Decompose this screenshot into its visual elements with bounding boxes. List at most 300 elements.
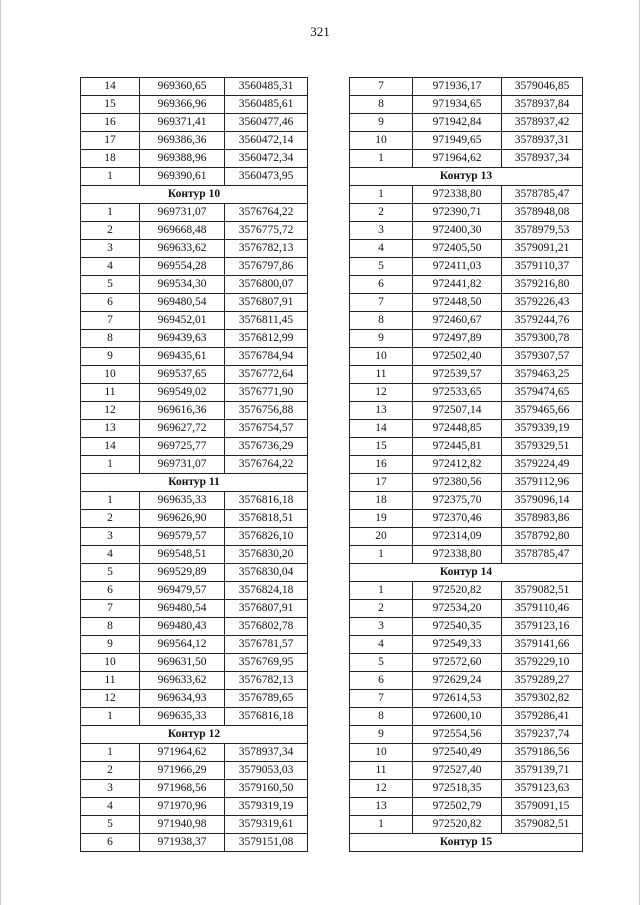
table-row <box>81 654 308 672</box>
y-coordinate: 3579226,43 <box>502 294 583 312</box>
table-row <box>81 690 308 708</box>
table-row <box>350 708 583 726</box>
point-number: 1 <box>350 816 413 834</box>
contour-heading: Контур 10 <box>81 186 308 204</box>
table-row <box>81 366 308 384</box>
x-coordinate: 972600,10 <box>413 708 502 726</box>
point-number: 9 <box>350 114 413 132</box>
point-number: 9 <box>350 726 413 744</box>
y-coordinate: 3579091,21 <box>502 240 583 258</box>
x-coordinate: 972497,89 <box>413 330 502 348</box>
x-coordinate: 969371,41 <box>140 114 225 132</box>
y-coordinate: 3579237,74 <box>502 726 583 744</box>
point-number: 15 <box>81 96 140 114</box>
table-row <box>350 780 583 798</box>
y-coordinate: 3579474,65 <box>502 384 583 402</box>
x-coordinate: 969616,36 <box>140 402 225 420</box>
x-coordinate: 972572,60 <box>413 654 502 672</box>
right-coordinates-table <box>349 77 583 852</box>
table-row <box>350 114 583 132</box>
contour-header-row <box>350 168 583 186</box>
x-coordinate: 971938,37 <box>140 834 225 852</box>
x-coordinate: 969480,43 <box>140 618 225 636</box>
x-coordinate: 969537,65 <box>140 366 225 384</box>
contour-heading: Контур 11 <box>81 474 308 492</box>
table-row <box>81 114 308 132</box>
y-coordinate: 3578937,84 <box>502 96 583 114</box>
table-row <box>81 600 308 618</box>
point-number: 3 <box>81 240 140 258</box>
point-number: 5 <box>81 564 140 582</box>
table-row <box>350 384 583 402</box>
y-coordinate: 3578937,34 <box>225 744 308 762</box>
point-number: 6 <box>81 834 140 852</box>
y-coordinate: 3576824,18 <box>225 582 308 600</box>
contour-header-row <box>350 834 583 852</box>
table-row <box>81 330 308 348</box>
point-number: 5 <box>350 654 413 672</box>
point-number: 11 <box>350 366 413 384</box>
x-coordinate: 969627,72 <box>140 420 225 438</box>
point-number: 3 <box>81 528 140 546</box>
point-number: 17 <box>81 132 140 150</box>
x-coordinate: 972507,14 <box>413 402 502 420</box>
x-coordinate: 972540,49 <box>413 744 502 762</box>
table-row <box>350 816 583 834</box>
point-number: 1 <box>81 168 140 186</box>
point-number: 14 <box>350 420 413 438</box>
table-row <box>81 240 308 258</box>
table-row <box>81 420 308 438</box>
x-coordinate: 972518,35 <box>413 780 502 798</box>
x-coordinate: 969452,01 <box>140 312 225 330</box>
point-number: 3 <box>350 222 413 240</box>
table-row <box>81 744 308 762</box>
point-number: 1 <box>81 204 140 222</box>
point-number: 7 <box>350 690 413 708</box>
contour-header-row <box>81 474 308 492</box>
y-coordinate: 3579186,56 <box>502 744 583 762</box>
x-coordinate: 969579,57 <box>140 528 225 546</box>
x-coordinate: 972441,82 <box>413 276 502 294</box>
y-coordinate: 3560472,14 <box>225 132 308 150</box>
table-row <box>350 96 583 114</box>
x-coordinate: 972540,35 <box>413 618 502 636</box>
point-number: 4 <box>350 636 413 654</box>
x-coordinate: 972314,09 <box>413 528 502 546</box>
table-row <box>81 582 308 600</box>
x-coordinate: 969548,51 <box>140 546 225 564</box>
point-number: 16 <box>81 114 140 132</box>
table-row <box>81 762 308 780</box>
x-coordinate: 972502,79 <box>413 798 502 816</box>
table-row <box>350 186 583 204</box>
x-coordinate: 972400,30 <box>413 222 502 240</box>
x-coordinate: 972533,65 <box>413 384 502 402</box>
y-coordinate: 3579289,27 <box>502 672 583 690</box>
x-coordinate: 969731,07 <box>140 204 225 222</box>
table-row <box>81 78 308 96</box>
table-row <box>81 618 308 636</box>
x-coordinate: 969366,96 <box>140 96 225 114</box>
point-number: 6 <box>81 294 140 312</box>
left-coordinates-column <box>80 77 308 852</box>
y-coordinate: 3579302,82 <box>502 690 583 708</box>
table-row <box>81 384 308 402</box>
point-number: 8 <box>81 330 140 348</box>
table-row <box>350 492 583 510</box>
point-number: 4 <box>81 258 140 276</box>
point-number: 2 <box>81 222 140 240</box>
x-coordinate: 969549,02 <box>140 384 225 402</box>
point-number: 13 <box>350 798 413 816</box>
x-coordinate: 969634,93 <box>140 690 225 708</box>
table-row <box>350 600 583 618</box>
x-coordinate: 972534,20 <box>413 600 502 618</box>
table-row <box>81 150 308 168</box>
point-number: 1 <box>350 546 413 564</box>
y-coordinate: 3579463,25 <box>502 366 583 384</box>
x-coordinate: 969529,89 <box>140 564 225 582</box>
point-number: 13 <box>350 402 413 420</box>
y-coordinate: 3579096,14 <box>502 492 583 510</box>
y-coordinate: 3578785,47 <box>502 186 583 204</box>
point-number: 14 <box>81 438 140 456</box>
point-number: 3 <box>81 780 140 798</box>
point-number: 12 <box>81 402 140 420</box>
table-row <box>350 294 583 312</box>
table-row <box>350 258 583 276</box>
x-coordinate: 971942,84 <box>413 114 502 132</box>
point-number: 10 <box>81 366 140 384</box>
y-coordinate: 3579319,61 <box>225 816 308 834</box>
y-coordinate: 3578979,53 <box>502 222 583 240</box>
table-row <box>350 204 583 222</box>
table-row <box>81 672 308 690</box>
right-coordinates-column <box>349 77 583 852</box>
y-coordinate: 3576802,78 <box>225 618 308 636</box>
y-coordinate: 3576789,65 <box>225 690 308 708</box>
y-coordinate: 3576772,64 <box>225 366 308 384</box>
x-coordinate: 972549,33 <box>413 636 502 654</box>
point-number: 2 <box>81 762 140 780</box>
contour-heading: Контур 12 <box>81 726 308 744</box>
y-coordinate: 3576816,18 <box>225 708 308 726</box>
y-coordinate: 3576781,57 <box>225 636 308 654</box>
point-number: 4 <box>350 240 413 258</box>
point-number: 9 <box>350 330 413 348</box>
y-coordinate: 3578937,34 <box>502 150 583 168</box>
x-coordinate: 969635,33 <box>140 492 225 510</box>
x-coordinate: 971949,65 <box>413 132 502 150</box>
left-coordinates-table <box>80 77 308 852</box>
x-coordinate: 972390,71 <box>413 204 502 222</box>
contour-heading: Контур 15 <box>350 834 583 852</box>
point-number: 10 <box>350 132 413 150</box>
y-coordinate: 3578785,47 <box>502 546 583 564</box>
x-coordinate: 969435,61 <box>140 348 225 366</box>
point-number: 7 <box>81 312 140 330</box>
y-coordinate: 3579053,03 <box>225 762 308 780</box>
table-row <box>350 366 583 384</box>
x-coordinate: 972338,80 <box>413 546 502 564</box>
point-number: 8 <box>350 312 413 330</box>
y-coordinate: 3579123,16 <box>502 618 583 636</box>
table-row <box>350 456 583 474</box>
table-row <box>350 510 583 528</box>
point-number: 6 <box>350 672 413 690</box>
y-coordinate: 3579465,66 <box>502 402 583 420</box>
x-coordinate: 969390,61 <box>140 168 225 186</box>
x-coordinate: 972460,67 <box>413 312 502 330</box>
x-coordinate: 972445,81 <box>413 438 502 456</box>
x-coordinate: 969439,63 <box>140 330 225 348</box>
point-number: 1 <box>350 150 413 168</box>
y-coordinate: 3560485,31 <box>225 78 308 96</box>
point-number: 7 <box>81 600 140 618</box>
x-coordinate: 971968,56 <box>140 780 225 798</box>
y-coordinate: 3576771,90 <box>225 384 308 402</box>
y-coordinate: 3579229,10 <box>502 654 583 672</box>
x-coordinate: 969633,62 <box>140 240 225 258</box>
x-coordinate: 971970,96 <box>140 798 225 816</box>
y-coordinate: 3560477,46 <box>225 114 308 132</box>
y-coordinate: 3578792,80 <box>502 528 583 546</box>
point-number: 17 <box>350 474 413 492</box>
table-row <box>350 744 583 762</box>
y-coordinate: 3579082,51 <box>502 582 583 600</box>
table-row <box>350 636 583 654</box>
x-coordinate: 969360,65 <box>140 78 225 96</box>
point-number: 9 <box>81 636 140 654</box>
y-coordinate: 3576784,94 <box>225 348 308 366</box>
x-coordinate: 971940,98 <box>140 816 225 834</box>
y-coordinate: 3579046,85 <box>502 78 583 96</box>
contour-header-row <box>350 564 583 582</box>
x-coordinate: 969631,50 <box>140 654 225 672</box>
x-coordinate: 969534,30 <box>140 276 225 294</box>
point-number: 18 <box>81 150 140 168</box>
table-row <box>350 528 583 546</box>
point-number: 1 <box>81 708 140 726</box>
y-coordinate: 3579216,80 <box>502 276 583 294</box>
point-number: 5 <box>81 276 140 294</box>
point-number: 4 <box>81 546 140 564</box>
table-row <box>81 204 308 222</box>
x-coordinate: 969626,90 <box>140 510 225 528</box>
y-coordinate: 3576769,95 <box>225 654 308 672</box>
y-coordinate: 3579110,46 <box>502 600 583 618</box>
table-row <box>350 654 583 672</box>
table-row <box>81 798 308 816</box>
y-coordinate: 3576826,10 <box>225 528 308 546</box>
point-number: 1 <box>350 186 413 204</box>
x-coordinate: 969731,07 <box>140 456 225 474</box>
table-row <box>350 798 583 816</box>
x-coordinate: 969554,28 <box>140 258 225 276</box>
x-coordinate: 969633,62 <box>140 672 225 690</box>
point-number: 11 <box>81 384 140 402</box>
y-coordinate: 3576807,91 <box>225 600 308 618</box>
x-coordinate: 972375,70 <box>413 492 502 510</box>
x-coordinate: 972411,03 <box>413 258 502 276</box>
table-row <box>350 618 583 636</box>
point-number: 10 <box>350 348 413 366</box>
x-coordinate: 972448,85 <box>413 420 502 438</box>
point-number: 7 <box>350 78 413 96</box>
point-number: 15 <box>350 438 413 456</box>
y-coordinate: 3579224,49 <box>502 456 583 474</box>
table-row <box>350 150 583 168</box>
point-number: 19 <box>350 510 413 528</box>
x-coordinate: 972405,50 <box>413 240 502 258</box>
point-number: 10 <box>350 744 413 762</box>
y-coordinate: 3576797,86 <box>225 258 308 276</box>
y-coordinate: 3579139,71 <box>502 762 583 780</box>
y-coordinate: 3576782,13 <box>225 240 308 258</box>
table-row <box>81 168 308 186</box>
x-coordinate: 972412,82 <box>413 456 502 474</box>
point-number: 1 <box>81 744 140 762</box>
point-number: 2 <box>350 600 413 618</box>
table-row <box>81 834 308 852</box>
y-coordinate: 3560485,61 <box>225 96 308 114</box>
y-coordinate: 3579082,51 <box>502 816 583 834</box>
table-row <box>350 330 583 348</box>
left-table-body <box>81 78 308 852</box>
table-row <box>350 582 583 600</box>
x-coordinate: 971966,29 <box>140 762 225 780</box>
x-coordinate: 969480,54 <box>140 600 225 618</box>
contour-header-row <box>81 186 308 204</box>
x-coordinate: 969725,77 <box>140 438 225 456</box>
y-coordinate: 3579300,78 <box>502 330 583 348</box>
y-coordinate: 3576830,20 <box>225 546 308 564</box>
y-coordinate: 3576800,07 <box>225 276 308 294</box>
table-row <box>350 78 583 96</box>
y-coordinate: 3579319,19 <box>225 798 308 816</box>
y-coordinate: 3578937,42 <box>502 114 583 132</box>
y-coordinate: 3579123,63 <box>502 780 583 798</box>
point-number: 12 <box>350 384 413 402</box>
point-number: 16 <box>350 456 413 474</box>
y-coordinate: 3576764,22 <box>225 456 308 474</box>
y-coordinate: 3579244,76 <box>502 312 583 330</box>
table-row <box>350 690 583 708</box>
point-number: 5 <box>350 258 413 276</box>
table-row <box>350 402 583 420</box>
point-number: 5 <box>81 816 140 834</box>
y-coordinate: 3560473,95 <box>225 168 308 186</box>
x-coordinate: 972502,40 <box>413 348 502 366</box>
y-coordinate: 3576764,22 <box>225 204 308 222</box>
table-row <box>350 240 583 258</box>
table-row <box>350 546 583 564</box>
table-row <box>350 132 583 150</box>
y-coordinate: 3579110,37 <box>502 258 583 276</box>
y-coordinate: 3579307,57 <box>502 348 583 366</box>
point-number: 7 <box>350 294 413 312</box>
point-number: 13 <box>81 420 140 438</box>
x-coordinate: 969388,96 <box>140 150 225 168</box>
y-coordinate: 3578937,31 <box>502 132 583 150</box>
table-row <box>350 348 583 366</box>
table-row <box>81 456 308 474</box>
x-coordinate: 969564,12 <box>140 636 225 654</box>
table-row <box>81 402 308 420</box>
table-row <box>81 438 308 456</box>
y-coordinate: 3578983,86 <box>502 510 583 528</box>
point-number: 1 <box>350 582 413 600</box>
table-row <box>81 780 308 798</box>
table-row <box>350 672 583 690</box>
page-number: 321 <box>310 24 330 39</box>
point-number: 20 <box>350 528 413 546</box>
y-coordinate: 3579141,66 <box>502 636 583 654</box>
table-row <box>81 258 308 276</box>
table-row <box>81 294 308 312</box>
table-row <box>81 546 308 564</box>
table-row <box>350 276 583 294</box>
table-row <box>81 564 308 582</box>
x-coordinate: 972370,46 <box>413 510 502 528</box>
y-coordinate: 3576754,57 <box>225 420 308 438</box>
table-row <box>350 726 583 744</box>
table-row <box>350 438 583 456</box>
y-coordinate: 3576736,29 <box>225 438 308 456</box>
table-row <box>350 222 583 240</box>
x-coordinate: 971936,17 <box>413 78 502 96</box>
x-coordinate: 972380,56 <box>413 474 502 492</box>
point-number: 9 <box>81 348 140 366</box>
y-coordinate: 3576811,45 <box>225 312 308 330</box>
table-row <box>81 348 308 366</box>
point-number: 6 <box>81 582 140 600</box>
y-coordinate: 3576812,99 <box>225 330 308 348</box>
point-number: 14 <box>81 78 140 96</box>
point-number: 6 <box>350 276 413 294</box>
point-number: 12 <box>350 780 413 798</box>
y-coordinate: 3579151,08 <box>225 834 308 852</box>
table-row <box>81 222 308 240</box>
x-coordinate: 969668,48 <box>140 222 225 240</box>
x-coordinate: 969479,57 <box>140 582 225 600</box>
table-row <box>81 510 308 528</box>
x-coordinate: 972629,24 <box>413 672 502 690</box>
y-coordinate: 3579160,50 <box>225 780 308 798</box>
point-number: 1 <box>81 492 140 510</box>
x-coordinate: 972448,50 <box>413 294 502 312</box>
right-table-body <box>350 78 583 852</box>
point-number: 1 <box>81 456 140 474</box>
y-coordinate: 3576756,88 <box>225 402 308 420</box>
x-coordinate: 969635,33 <box>140 708 225 726</box>
point-number: 11 <box>350 762 413 780</box>
contour-header-row <box>81 726 308 744</box>
table-row <box>81 528 308 546</box>
point-number: 8 <box>350 96 413 114</box>
table-row <box>350 474 583 492</box>
table-row <box>81 96 308 114</box>
y-coordinate: 3579091,15 <box>502 798 583 816</box>
point-number: 10 <box>81 654 140 672</box>
point-number: 3 <box>350 618 413 636</box>
y-coordinate: 3579112,96 <box>502 474 583 492</box>
point-number: 8 <box>350 708 413 726</box>
point-number: 4 <box>81 798 140 816</box>
x-coordinate: 972554,56 <box>413 726 502 744</box>
point-number: 18 <box>350 492 413 510</box>
